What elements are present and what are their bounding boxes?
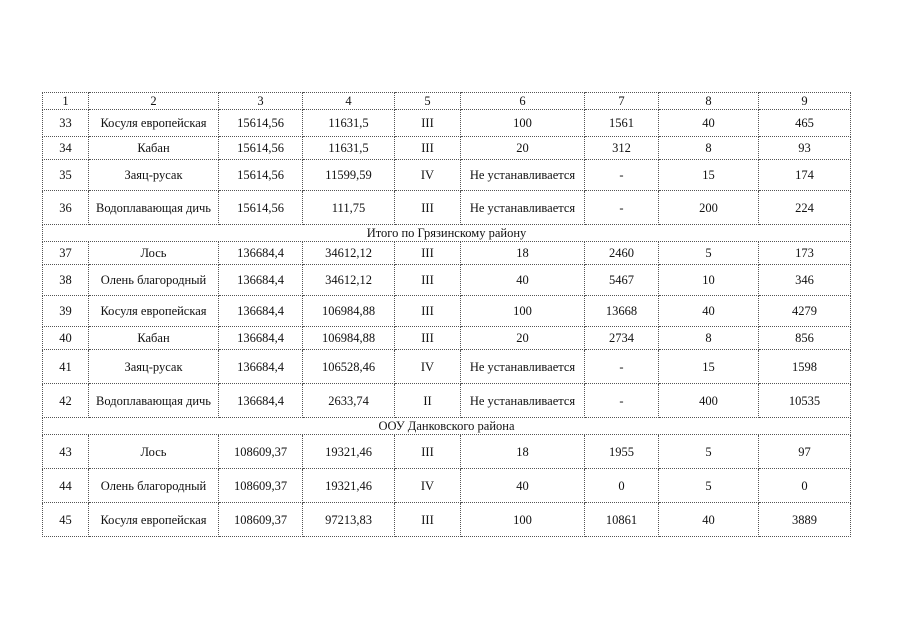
header-cell: 1 xyxy=(43,93,89,110)
table-cell: Лось xyxy=(89,435,219,469)
table-cell: - xyxy=(585,350,659,384)
table-cell: Не устанавливается xyxy=(461,350,585,384)
table-cell: 34612,12 xyxy=(303,265,395,296)
table-cell: 11631,5 xyxy=(303,137,395,160)
table-cell: 224 xyxy=(759,191,851,225)
table-cell: 36 xyxy=(43,191,89,225)
table-cell: 3889 xyxy=(759,503,851,537)
table-row xyxy=(43,503,851,537)
table-cell: 44 xyxy=(43,469,89,503)
section-row xyxy=(43,225,851,242)
table-cell: 10535 xyxy=(759,384,851,418)
table-cell: 40 xyxy=(659,296,759,327)
table-cell: III xyxy=(395,242,461,265)
table-cell: 40 xyxy=(461,469,585,503)
table-cell: 1955 xyxy=(585,435,659,469)
table-cell: 40 xyxy=(659,503,759,537)
table-row xyxy=(43,384,851,418)
table-cell: 106984,88 xyxy=(303,327,395,350)
table-cell: IV xyxy=(395,160,461,191)
table-cell: 2734 xyxy=(585,327,659,350)
header-cell: 5 xyxy=(395,93,461,110)
table-cell: III xyxy=(395,296,461,327)
table-cell: 15614,56 xyxy=(219,160,303,191)
header-cell: 4 xyxy=(303,93,395,110)
table-cell: Олень благородный xyxy=(89,469,219,503)
table-cell: 0 xyxy=(585,469,659,503)
table-row xyxy=(43,265,851,296)
table-cell: 106984,88 xyxy=(303,296,395,327)
table-cell: 856 xyxy=(759,327,851,350)
table-cell: 5 xyxy=(659,242,759,265)
table-cell: 15 xyxy=(659,160,759,191)
table-cell: - xyxy=(585,191,659,225)
table-cell: III xyxy=(395,327,461,350)
table-cell: 108609,37 xyxy=(219,503,303,537)
table-cell: IV xyxy=(395,469,461,503)
table-cell: III xyxy=(395,435,461,469)
table-cell: 108609,37 xyxy=(219,435,303,469)
table-row xyxy=(43,110,851,137)
header-cell: 3 xyxy=(219,93,303,110)
table-cell: 100 xyxy=(461,503,585,537)
table-cell: Кабан xyxy=(89,137,219,160)
header-cell: 7 xyxy=(585,93,659,110)
table-cell: 40 xyxy=(461,265,585,296)
table-cell: 15 xyxy=(659,350,759,384)
table-cell: 4279 xyxy=(759,296,851,327)
table-cell: 346 xyxy=(759,265,851,296)
table-cell: 39 xyxy=(43,296,89,327)
table-cell: II xyxy=(395,384,461,418)
table-cell: 20 xyxy=(461,137,585,160)
table-cell: 19321,46 xyxy=(303,469,395,503)
table-cell: 43 xyxy=(43,435,89,469)
table-cell: 10861 xyxy=(585,503,659,537)
table-cell: Лось xyxy=(89,242,219,265)
table-row xyxy=(43,350,851,384)
table-cell: 97 xyxy=(759,435,851,469)
table-cell: 34612,12 xyxy=(303,242,395,265)
data-table xyxy=(42,92,851,537)
table-cell: III xyxy=(395,137,461,160)
table-cell: 5467 xyxy=(585,265,659,296)
header-cell: 2 xyxy=(89,93,219,110)
table-cell: 174 xyxy=(759,160,851,191)
table-cell: 8 xyxy=(659,137,759,160)
table-cell: 136684,4 xyxy=(219,242,303,265)
table-cell: 11631,5 xyxy=(303,110,395,137)
table-cell: 35 xyxy=(43,160,89,191)
table-cell: 40 xyxy=(43,327,89,350)
table-cell: 37 xyxy=(43,242,89,265)
table-cell: 34 xyxy=(43,137,89,160)
table-cell: 8 xyxy=(659,327,759,350)
table-cell: 10 xyxy=(659,265,759,296)
table-cell: 136684,4 xyxy=(219,265,303,296)
table-cell: 18 xyxy=(461,242,585,265)
table-cell: 19321,46 xyxy=(303,435,395,469)
section-title: Итого по Грязинскому району xyxy=(43,225,851,242)
table-cell: Косуля европейская xyxy=(89,296,219,327)
table-row xyxy=(43,327,851,350)
table-cell: 1561 xyxy=(585,110,659,137)
table-cell: 2633,74 xyxy=(303,384,395,418)
table-cell: Косуля европейская xyxy=(89,503,219,537)
table-cell: 106528,46 xyxy=(303,350,395,384)
table-row xyxy=(43,191,851,225)
table-cell: 97213,83 xyxy=(303,503,395,537)
table-cell: III xyxy=(395,503,461,537)
table-cell: III xyxy=(395,110,461,137)
header-cell: 8 xyxy=(659,93,759,110)
table-cell: 2460 xyxy=(585,242,659,265)
table-row xyxy=(43,242,851,265)
table-cell: 5 xyxy=(659,469,759,503)
table-row xyxy=(43,435,851,469)
table-cell: 111,75 xyxy=(303,191,395,225)
table-cell: 200 xyxy=(659,191,759,225)
header-cell: 9 xyxy=(759,93,851,110)
table-cell: Заяц-русак xyxy=(89,350,219,384)
table-cell: 465 xyxy=(759,110,851,137)
table-cell: 108609,37 xyxy=(219,469,303,503)
table-cell: Заяц-русак xyxy=(89,160,219,191)
section-title: ООУ Данковского района xyxy=(43,418,851,435)
table-cell: 400 xyxy=(659,384,759,418)
table-cell: Не устанавливается xyxy=(461,191,585,225)
table-cell: 93 xyxy=(759,137,851,160)
table-cell: 15614,56 xyxy=(219,191,303,225)
table-cell: Косуля европейская xyxy=(89,110,219,137)
table-cell: 20 xyxy=(461,327,585,350)
table-cell: 40 xyxy=(659,110,759,137)
table-cell: 1598 xyxy=(759,350,851,384)
table-cell: Не устанавливается xyxy=(461,160,585,191)
table-cell: Водоплавающая дичь xyxy=(89,384,219,418)
table-cell: Кабан xyxy=(89,327,219,350)
table-cell: III xyxy=(395,265,461,296)
table-cell: - xyxy=(585,384,659,418)
table-row xyxy=(43,137,851,160)
table-cell: 136684,4 xyxy=(219,350,303,384)
table-cell: 15614,56 xyxy=(219,110,303,137)
header-cell: 6 xyxy=(461,93,585,110)
table-cell: 11599,59 xyxy=(303,160,395,191)
table-cell: 5 xyxy=(659,435,759,469)
table-row xyxy=(43,160,851,191)
table-cell: 136684,4 xyxy=(219,327,303,350)
table-cell: Водоплавающая дичь xyxy=(89,191,219,225)
table-cell: 15614,56 xyxy=(219,137,303,160)
table-cell: 100 xyxy=(461,110,585,137)
table-row xyxy=(43,469,851,503)
table-cell: 41 xyxy=(43,350,89,384)
table-cell: 312 xyxy=(585,137,659,160)
table-cell: 42 xyxy=(43,384,89,418)
table-cell: III xyxy=(395,191,461,225)
table-cell: IV xyxy=(395,350,461,384)
table-cell: 136684,4 xyxy=(219,384,303,418)
header-row xyxy=(43,93,851,110)
table-cell: 18 xyxy=(461,435,585,469)
table-cell: 0 xyxy=(759,469,851,503)
table-cell: Не устанавливается xyxy=(461,384,585,418)
table-cell: 38 xyxy=(43,265,89,296)
section-row xyxy=(43,418,851,435)
table-cell: 33 xyxy=(43,110,89,137)
table-cell: 100 xyxy=(461,296,585,327)
table-cell: Олень благородный xyxy=(89,265,219,296)
table-cell: 45 xyxy=(43,503,89,537)
table-row xyxy=(43,296,851,327)
table-cell: - xyxy=(585,160,659,191)
table-cell: 136684,4 xyxy=(219,296,303,327)
table-cell: 13668 xyxy=(585,296,659,327)
table-cell: 173 xyxy=(759,242,851,265)
